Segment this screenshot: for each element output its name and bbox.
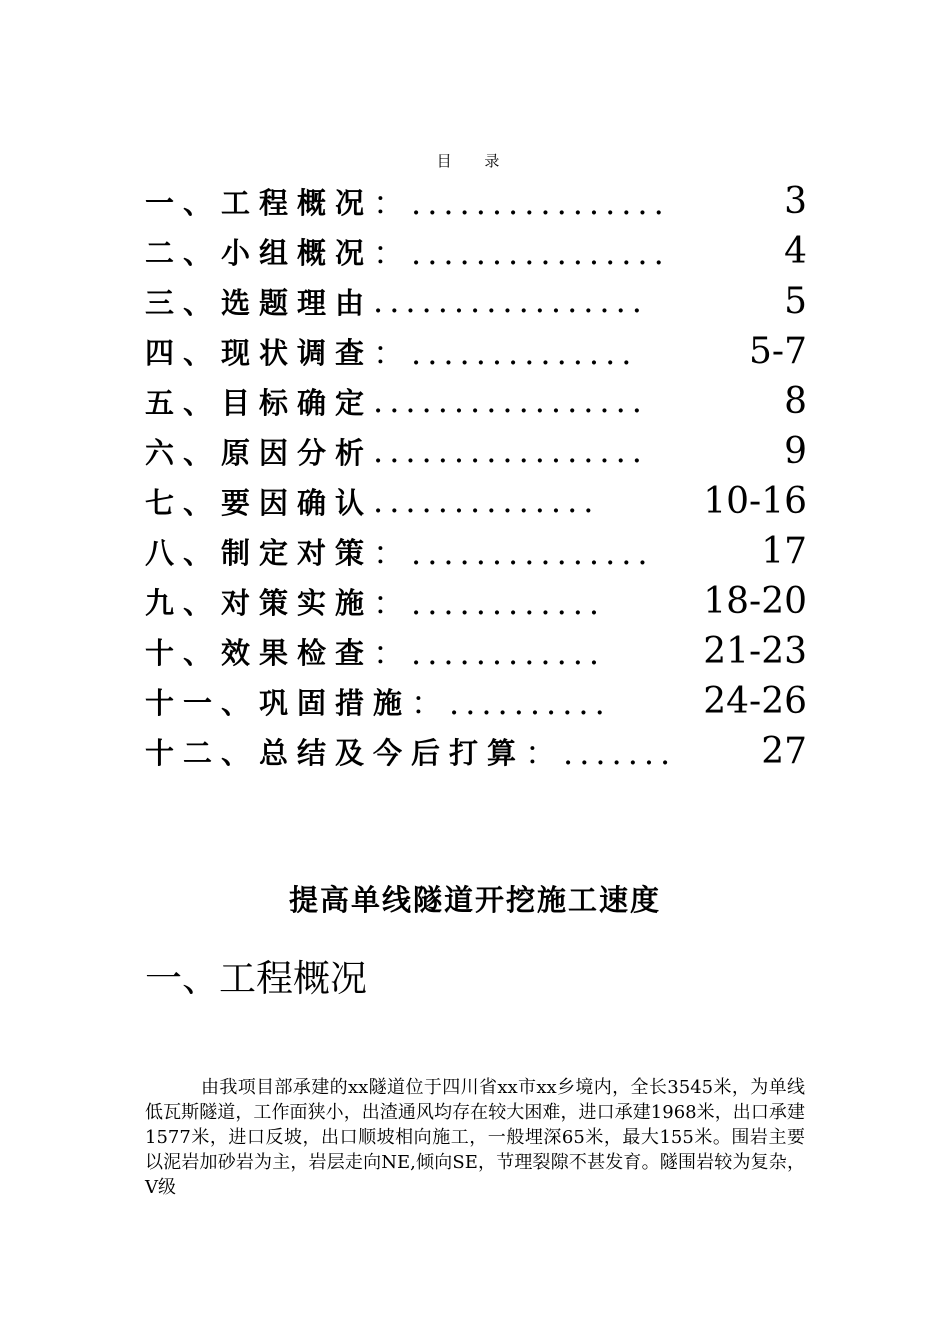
toc-entry-leader: .............. [373,482,600,520]
toc-entry-leader: ：............ [373,634,606,672]
toc-entry-leader: ................. [373,382,648,420]
toc-entry-leader: ：................ [373,234,670,272]
toc-entry[interactable] [145,476,807,526]
toc-entry-page: 24-26 [703,680,807,722]
toc-entry[interactable] [145,726,807,776]
toc-entry-leader: ：.......... [411,684,611,722]
toc-entry-page: 5-7 [749,330,807,372]
toc-entry-leader: ................. [373,282,648,320]
toc-entry-label: 十一、巩固措施 [145,685,412,720]
toc-entry-label: 九、对策实施 [145,585,374,620]
section-heading: 一、工程概况 [145,957,367,1000]
toc-entry[interactable] [145,426,807,476]
toc-entry-page: 4 [784,230,807,272]
toc-entry-label: 二、小组概况 [145,235,374,270]
toc-entry-page: 5 [784,280,807,322]
toc-entry-label: 四、现状调查 [145,335,374,370]
toc-entry[interactable] [145,526,807,576]
toc-entry-label: 十二、总结及今后打算 [145,735,526,770]
toc-entry[interactable] [145,226,807,276]
document-title: 提高单线隧道开挖施工速度 [288,883,661,917]
toc-entry[interactable] [145,276,807,326]
toc-entry-page: 18-20 [703,580,807,622]
toc-entry-label: 一、工程概况 [145,185,374,220]
toc-entry-page: 10-16 [703,480,807,522]
toc-heading: 目 录 [436,152,514,170]
toc-entry-page: 9 [784,430,807,472]
toc-entry-page: 3 [784,180,807,222]
toc-entry-leader: ：.............. [373,334,638,372]
table-of-contents [145,176,807,776]
toc-entry[interactable] [145,326,807,376]
toc-entry-leader: ：....... [525,734,677,772]
toc-entry-leader: ：................ [373,184,670,222]
toc-entry-leader: ：............ [373,584,606,622]
toc-entry-label: 七、要因确认 [145,485,374,520]
toc-entry-label: 三、选题理由 [145,285,374,320]
toc-entry-label: 八、制定对策 [145,535,374,570]
toc-entry-page: 21-23 [703,630,807,672]
toc-entry-leader: ：............... [373,534,654,572]
toc-entry-label: 五、目标确定 [145,385,374,420]
toc-entry-page: 8 [784,380,807,422]
toc-entry[interactable] [145,676,807,726]
toc-entry-label: 六、原因分析 [145,435,374,470]
toc-entry[interactable] [145,626,807,676]
toc-entry-leader: ................. [373,432,648,470]
toc-entry[interactable] [145,176,807,226]
toc-entry-label: 十、效果检查 [145,635,374,670]
toc-entry[interactable] [145,376,807,426]
toc-entry-page: 27 [761,730,807,772]
toc-entry-page: 17 [761,530,807,572]
body-paragraph: 由我项目部承建的xx隧道位于四川省xx市xx乡境内，全长3545米，为单线低瓦斯隧道，工作面狭小，出渣通风均存在较大困难，进口承建1968米，出口承建1577米，进口反坡，出口顺坡相向施工，一般埋深65米，最大155米。围岩主要以泥岩加砂岩为主，岩层走向NE,倾向SE，节理裂隙不甚发育。隧围岩较为复杂，V级 [145,1077,805,1198]
toc-entry[interactable] [145,576,807,626]
